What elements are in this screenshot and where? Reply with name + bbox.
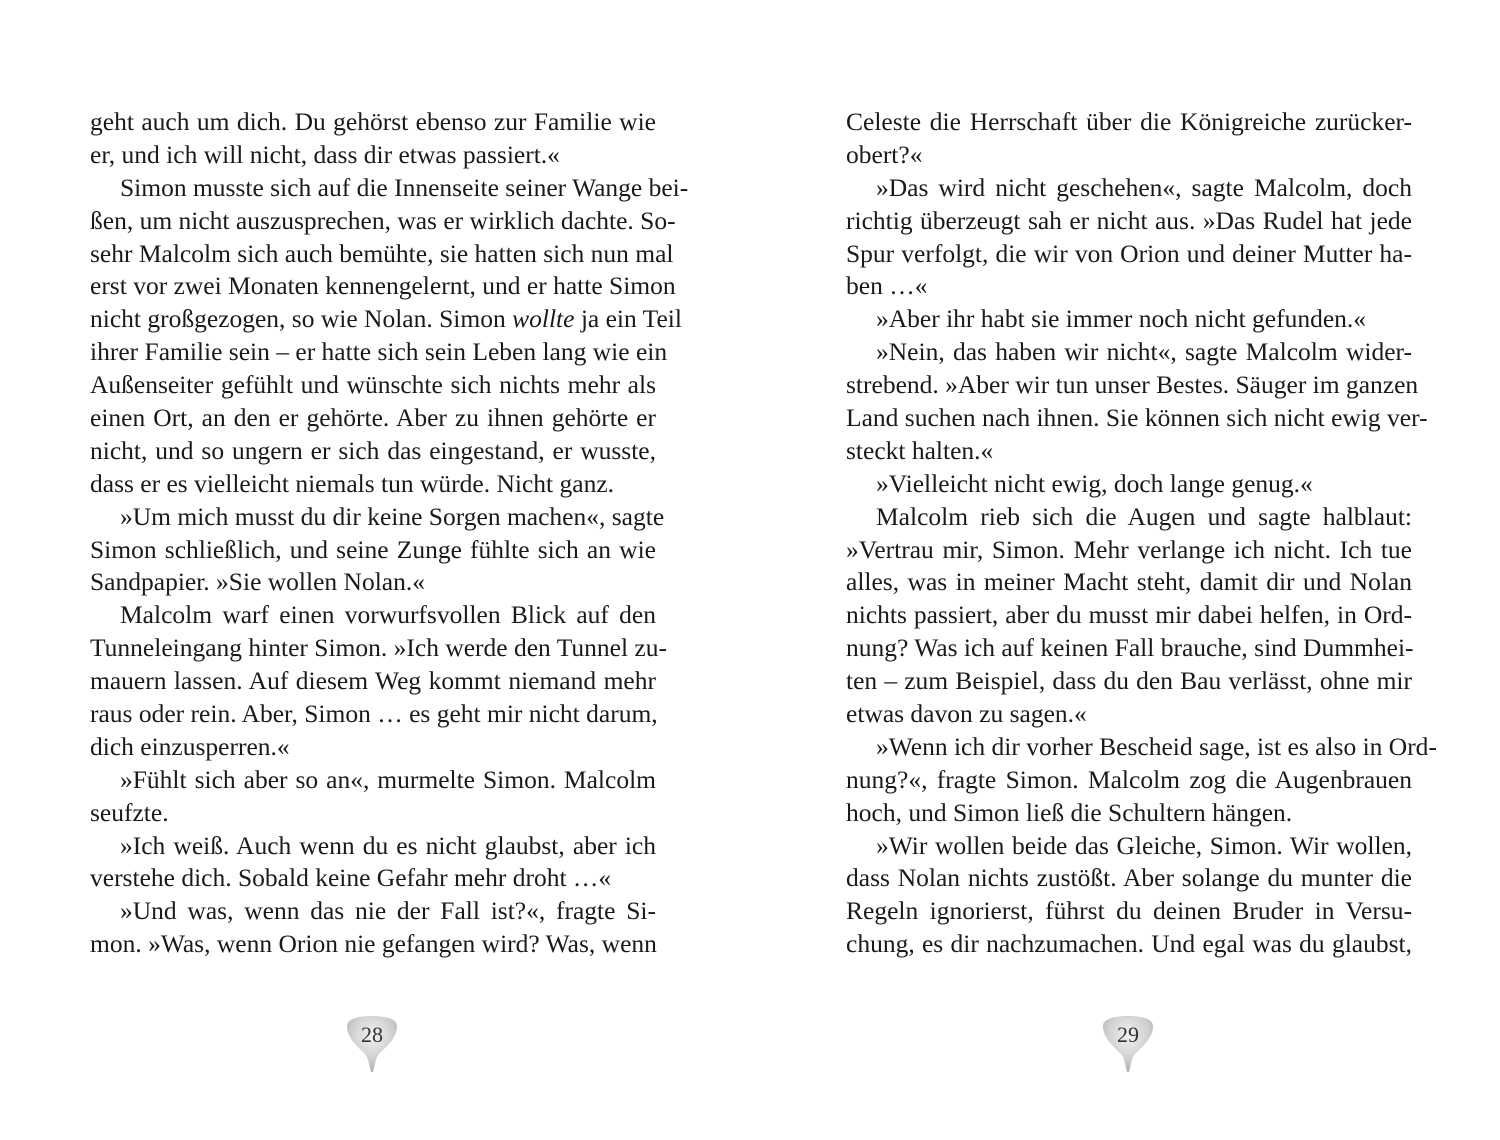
text-line: obert?« (846, 139, 923, 169)
text-line: seufzte. (90, 797, 169, 827)
text-line: erst vor zwei Monaten kennengelernt, und er hatte Simon (90, 271, 676, 301)
left-page (90, 106, 689, 961)
text-line: »Aber ihr habt sie immer noch nicht gefunden.« (876, 304, 1367, 334)
text-line: hoch, und Simon ließ die Schultern hängen. (846, 797, 1293, 827)
text-line: nung? Was ich auf keinen Fall brauche, sind Dummhei- (846, 633, 1414, 663)
text-line: Malcolm rieb sich die Augen und sagte halblaut: (876, 501, 1412, 531)
text-line: chung, es dir nachzumachen. Und egal was du glaubst, (846, 929, 1412, 959)
text-line: »Nein, das haben wir nicht«, sagte Malcolm wider- (876, 337, 1412, 367)
text-line: Außenseiter gefühlt und wünschte sich nichts mehr als (90, 370, 656, 400)
text-line: dass Nolan nichts zustößt. Aber solange du munter die (846, 863, 1412, 893)
emphasis: wollte (512, 304, 575, 334)
text-line: einen Ort, an den er gehörte. Aber zu ihnen gehörte er (90, 403, 656, 433)
text-line: strebend. »Aber wir tun unser Bestes. Säuger im ganzen (846, 370, 1419, 400)
page-number-text: 28 (361, 1022, 383, 1047)
text-line: nichts passiert, aber du musst mir dabei helfen, in Ord- (846, 600, 1412, 630)
text-line: alles, was in meiner Macht steht, damit dir und Nolan (846, 567, 1412, 597)
text-line: Celeste die Herrschaft über die Königreiche zurücker- (846, 107, 1412, 136)
text-line: sehr Malcolm sich auch bemühte, sie hatten sich nun mal (90, 238, 674, 268)
text-line: »Und was, wenn das nie der Fall ist?«, fragte Si- (120, 896, 656, 926)
text-line: dich einzusperren.« (90, 731, 290, 761)
text-line: »Wenn ich dir vorher Bescheid sage, ist es also in Ord- (876, 731, 1437, 761)
text-line: Sandpapier. »Sie wollen Nolan.« (90, 567, 425, 597)
text-line: mauern lassen. Auf diesem Weg kommt niemand mehr (90, 666, 656, 696)
text-line: steckt halten.« (846, 435, 994, 465)
text-line: »Um mich musst du dir keine Sorgen machen«, sagte (120, 501, 665, 531)
text-line: etwas davon zu sagen.« (846, 699, 1087, 729)
text-line: nicht großgezogen, so wie Nolan. Simon wollte ja ein Teil (90, 304, 682, 334)
page-number-text: 29 (1117, 1022, 1139, 1047)
text-line: richtig überzeugt sah er nicht aus. »Das Rudel hat jede (846, 205, 1412, 235)
text-line: Land suchen nach ihnen. Sie können sich nicht ewig ver- (846, 403, 1428, 433)
text-line: Simon schließlich, und seine Zunge fühlte sich an wie (90, 534, 656, 564)
text-line: Malcolm warf einen vorwurfsvollen Blick auf den (120, 600, 656, 630)
text-line: raus oder rein. Aber, Simon … es geht mir nicht darum, (90, 699, 658, 729)
text-line: Tunneleingang hinter Simon. »Ich werde den Tunnel zu- (90, 633, 667, 663)
text-line: »Das wird nicht geschehen«, sagte Malcolm, doch (876, 172, 1412, 202)
text-line: ßen, um nicht auszusprechen, was er wirklich dachte. So- (90, 205, 676, 235)
right-page (846, 106, 1437, 961)
text-line: ben …« (846, 271, 928, 301)
page-number-right (1099, 1016, 1157, 1072)
text-line: dass er es vielleicht niemals tun würde. Nicht ganz. (90, 468, 615, 498)
text-line: Simon musste sich auf die Innenseite seiner Wange bei- (120, 172, 689, 202)
text-line: »Ich weiß. Auch wenn du es nicht glaubst, aber ich (120, 830, 656, 860)
text-line: »Vertrau mir, Simon. Mehr verlange ich nicht. Ich tue (846, 534, 1412, 564)
text-line: Regeln ignorierst, führst du deinen Bruder in Versu- (846, 896, 1412, 926)
text-line: geht auch um dich. Du gehörst ebenso zur Familie wie (90, 107, 656, 136)
text-line: nung?«, fragte Simon. Malcolm zog die Augenbrauen (846, 764, 1412, 794)
text-line: ten – zum Beispiel, dass du den Bau verlässt, ohne mir (846, 666, 1412, 696)
text-line: ihrer Familie sein – er hatte sich sein Leben lang wie ein (90, 337, 668, 367)
text-line: er, und ich will nicht, dass dir etwas passiert.« (90, 139, 560, 169)
text-line: Spur verfolgt, die wir von Orion und deiner Mutter ha- (846, 238, 1412, 268)
text-line: nicht, und so ungern er sich das eingestand, er wusste, (90, 435, 656, 465)
text-line: »Fühlt sich aber so an«, murmelte Simon. Malcolm (120, 764, 656, 794)
page-number-left (343, 1016, 401, 1072)
text-line: »Wir wollen beide das Gleiche, Simon. Wir wollen, (876, 830, 1412, 860)
text-line: »Vielleicht nicht ewig, doch lange genug.« (876, 468, 1313, 498)
text-line: mon. »Was, wenn Orion nie gefangen wird? Was, wenn (90, 929, 657, 959)
text-line: verstehe dich. Sobald keine Gefahr mehr droht …« (90, 863, 612, 893)
